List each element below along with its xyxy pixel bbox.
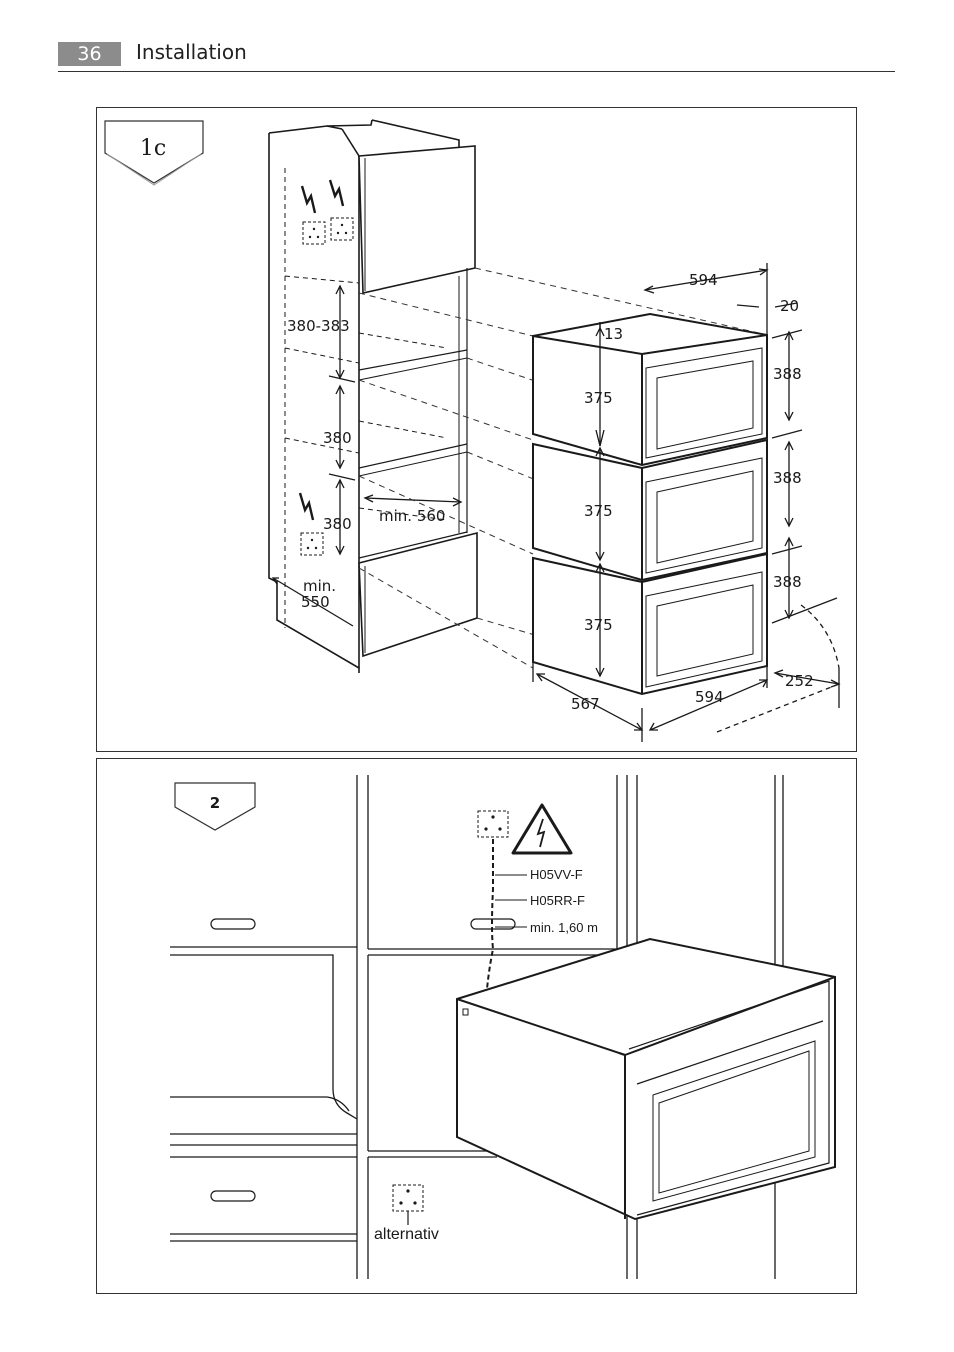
page-number: 36 <box>58 42 121 66</box>
dim-niche-mid-height: 380 <box>323 429 352 447</box>
appliance-top <box>533 314 767 465</box>
header-rule <box>58 71 895 72</box>
dim-min-depth-line1: min. <box>303 577 337 595</box>
electric-warning-icon <box>513 805 571 853</box>
dim-width-top: 594 <box>689 271 718 289</box>
socket-alternative <box>393 1185 423 1225</box>
dim-total-height-2: 388 <box>773 469 802 487</box>
dim-door-swing: 252 <box>785 672 814 690</box>
power-warning-icons-top <box>302 180 353 244</box>
cable-min-length: min. 1,60 m <box>530 920 598 935</box>
figure-2-drawing <box>97 759 858 1295</box>
figure-1c-panel <box>96 107 857 752</box>
tall-cabinet <box>269 120 477 673</box>
dim-front-height-1: 375 <box>584 389 613 407</box>
dim-width-bottom: 594 <box>695 688 724 706</box>
figure-badge-2 <box>175 783 255 830</box>
appliance-stack <box>533 314 767 694</box>
appliance-compact <box>457 939 835 1219</box>
power-warning-icon-bottom <box>300 493 323 555</box>
dim-front-height-2: 375 <box>584 502 613 520</box>
dim-front-height-3: 375 <box>584 616 613 634</box>
dim-offset-right: 20 <box>780 297 800 315</box>
dim-top-gap: 13 <box>604 325 624 343</box>
cable-type-1: H05VV-F <box>530 867 583 882</box>
badge-label: 1c <box>139 136 167 161</box>
dim-min-width: min. 560 <box>379 507 446 525</box>
cable-type-2: H05RR-F <box>530 893 585 908</box>
figure-2-panel <box>96 758 857 1294</box>
figure-badge-1c <box>105 121 203 185</box>
badge-label: 2 <box>209 794 221 812</box>
section-title: Installation <box>136 40 247 64</box>
socket-alternative-label: alternativ <box>374 1226 439 1243</box>
dim-depth-bottom: 567 <box>571 695 600 713</box>
figure-1c-drawing <box>97 108 858 753</box>
dim-total-height-1: 388 <box>773 365 802 383</box>
dim-niche-low-height: 380 <box>323 515 352 533</box>
dim-niche-top-height: 380-383 <box>287 317 350 335</box>
dim-min-depth-line2: 550 <box>301 593 330 611</box>
dim-total-height-3: 388 <box>773 573 802 591</box>
